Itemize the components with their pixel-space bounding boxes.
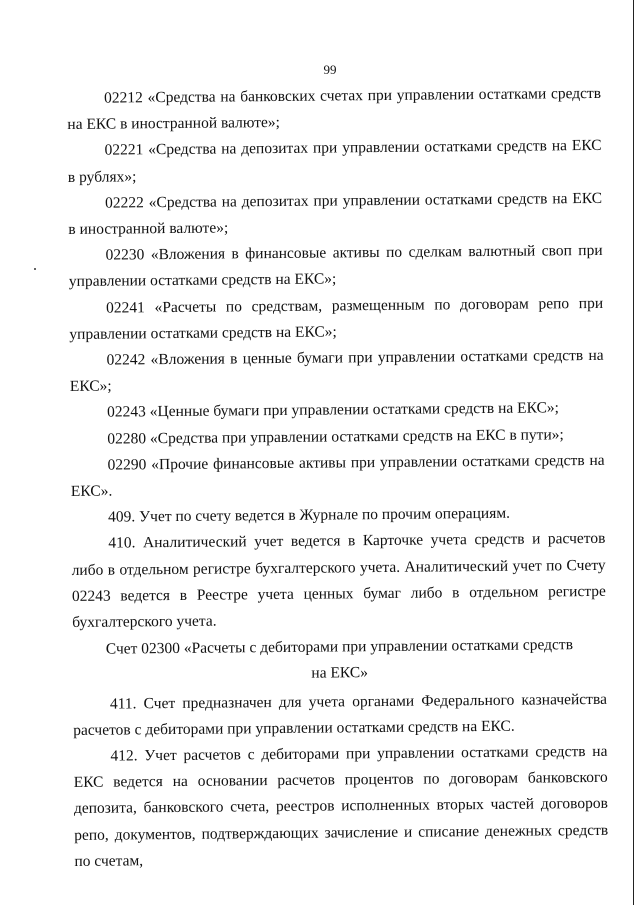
account-item-02221: 02221 «Средства на депозитах при управлении остатками средств на ЕКС в рублях»; — [67, 137, 602, 186]
account-item-02212: 02212 «Средства на банковских счетах при управлении остатками средств на ЕКС в иностранной валюте»; — [67, 84, 602, 134]
document-body — [67, 81, 609, 875]
paragraph-412: 412. Учет расчетов с дебиторами при управлении остатками средств на ЕКС ведется на основании расчетов процентов по договорам банковского депозита, банковского счета, реестров исполненных вторых частей договоров репо, документов, подтверждающих зачисление и списание денежных средств по счетам, — [73, 742, 609, 870]
paragraph-410: 410. Аналитический учет ведется в Карточке учета средств и расчетов либо в отдельном регистре бухгалтерского учета. Аналитический учет по Счету 02243 ведется в Реестре учета ценных бумаг либо в отдельном регистре бухгалтерского учета. — [71, 530, 606, 632]
scan-edge-line — [633, 0, 634, 905]
paragraph-411: 411. Счет предназначен для учета органами Федерального казначейства расчетов с дебиторами при управлении остатками средств на ЕКС. — [73, 690, 607, 739]
account-item-02242: 02242 «Вложения в ценные бумаги при управлении остатками средств на ЕКС»; — [69, 346, 604, 396]
section-heading-02300: Счет 02300 «Расчеты с дебиторами при управлении остатками средств на ЕКС» — [105, 636, 574, 683]
account-item-02243: 02243 «Ценные бумаги при управлении остатками средств на ЕКС»; — [107, 399, 560, 422]
account-item-02290: 02290 «Прочие финансовые активы при управлении остатками средств на ЕКС». — [70, 451, 605, 501]
page-number: 99 — [323, 62, 337, 77]
account-item-02241: 02241 «Расчеты по средствам, размещенным по договорам репо при управлении остатками средств на ЕКС»; — [69, 294, 604, 343]
account-item-02222: 02222 «Средства на депозитах при управлении остатками средств на ЕКС в иностранной валюте»; — [68, 189, 603, 239]
account-item-02230: 02230 «Вложения в финансовые активы по сделкам валютный своп при управлении остатками средств на ЕКС»; — [68, 242, 603, 291]
paragraph-409: 409. Учет по счету ведется в Журнале по прочим операциям. — [108, 505, 511, 526]
scan-speck — [34, 268, 36, 270]
account-item-02280: 02280 «Средства при управлении остатками средств на ЕКС в пути»; — [107, 425, 564, 448]
